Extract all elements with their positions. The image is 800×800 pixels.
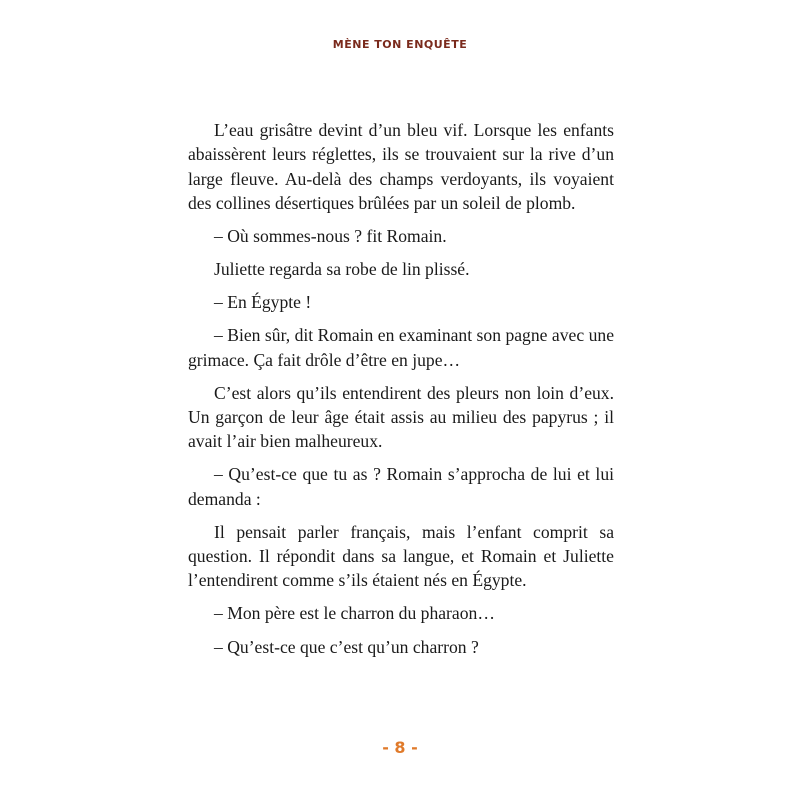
running-header: MÈNE TON ENQUÊTE xyxy=(332,38,468,51)
paragraph: – Bien sûr, dit Romain en examinant son pagne avec une grimace. Ça fait drôle d’être en jupe… xyxy=(188,325,614,370)
paragraph: Il pensait parler français, mais l’enfant comprit sa question. Il répondit dans sa langue, et Romain et Juliette l’entendirent comme s’ils étaient nés en Égypte. xyxy=(188,521,614,591)
paragraph: C’est alors qu’ils entendirent des pleurs non loin d’eux. Un garçon de leur âge était assis au milieu des papyrus ; il avait l’air bien malheureux. xyxy=(188,382,614,452)
body-text xyxy=(188,118,614,668)
paragraph: L’eau grisâtre devint d’un bleu vif. Lorsque les enfants abaissèrent leurs réglettes, ils se trouvaient sur la rive d’un large fleuve. Au-delà des champs verdoyants, ils voyaient des collines désertiques brûlées par un soleil de plomb. xyxy=(188,120,614,213)
paragraph: – Qu’est-ce que c’est qu’un charron ? xyxy=(214,636,479,657)
paragraph: Juliette regarda sa robe de lin plissé. xyxy=(214,259,470,280)
paragraph: – Qu’est-ce que tu as ? Romain s’approcha de lui et lui demanda : xyxy=(188,464,614,509)
paragraph: – Où sommes-nous ? fit Romain. xyxy=(214,225,447,246)
paragraph: – En Égypte ! xyxy=(214,292,312,313)
paragraph: – Mon père est le charron du pharaon… xyxy=(214,603,495,624)
page-number: - 8 - xyxy=(382,738,418,757)
